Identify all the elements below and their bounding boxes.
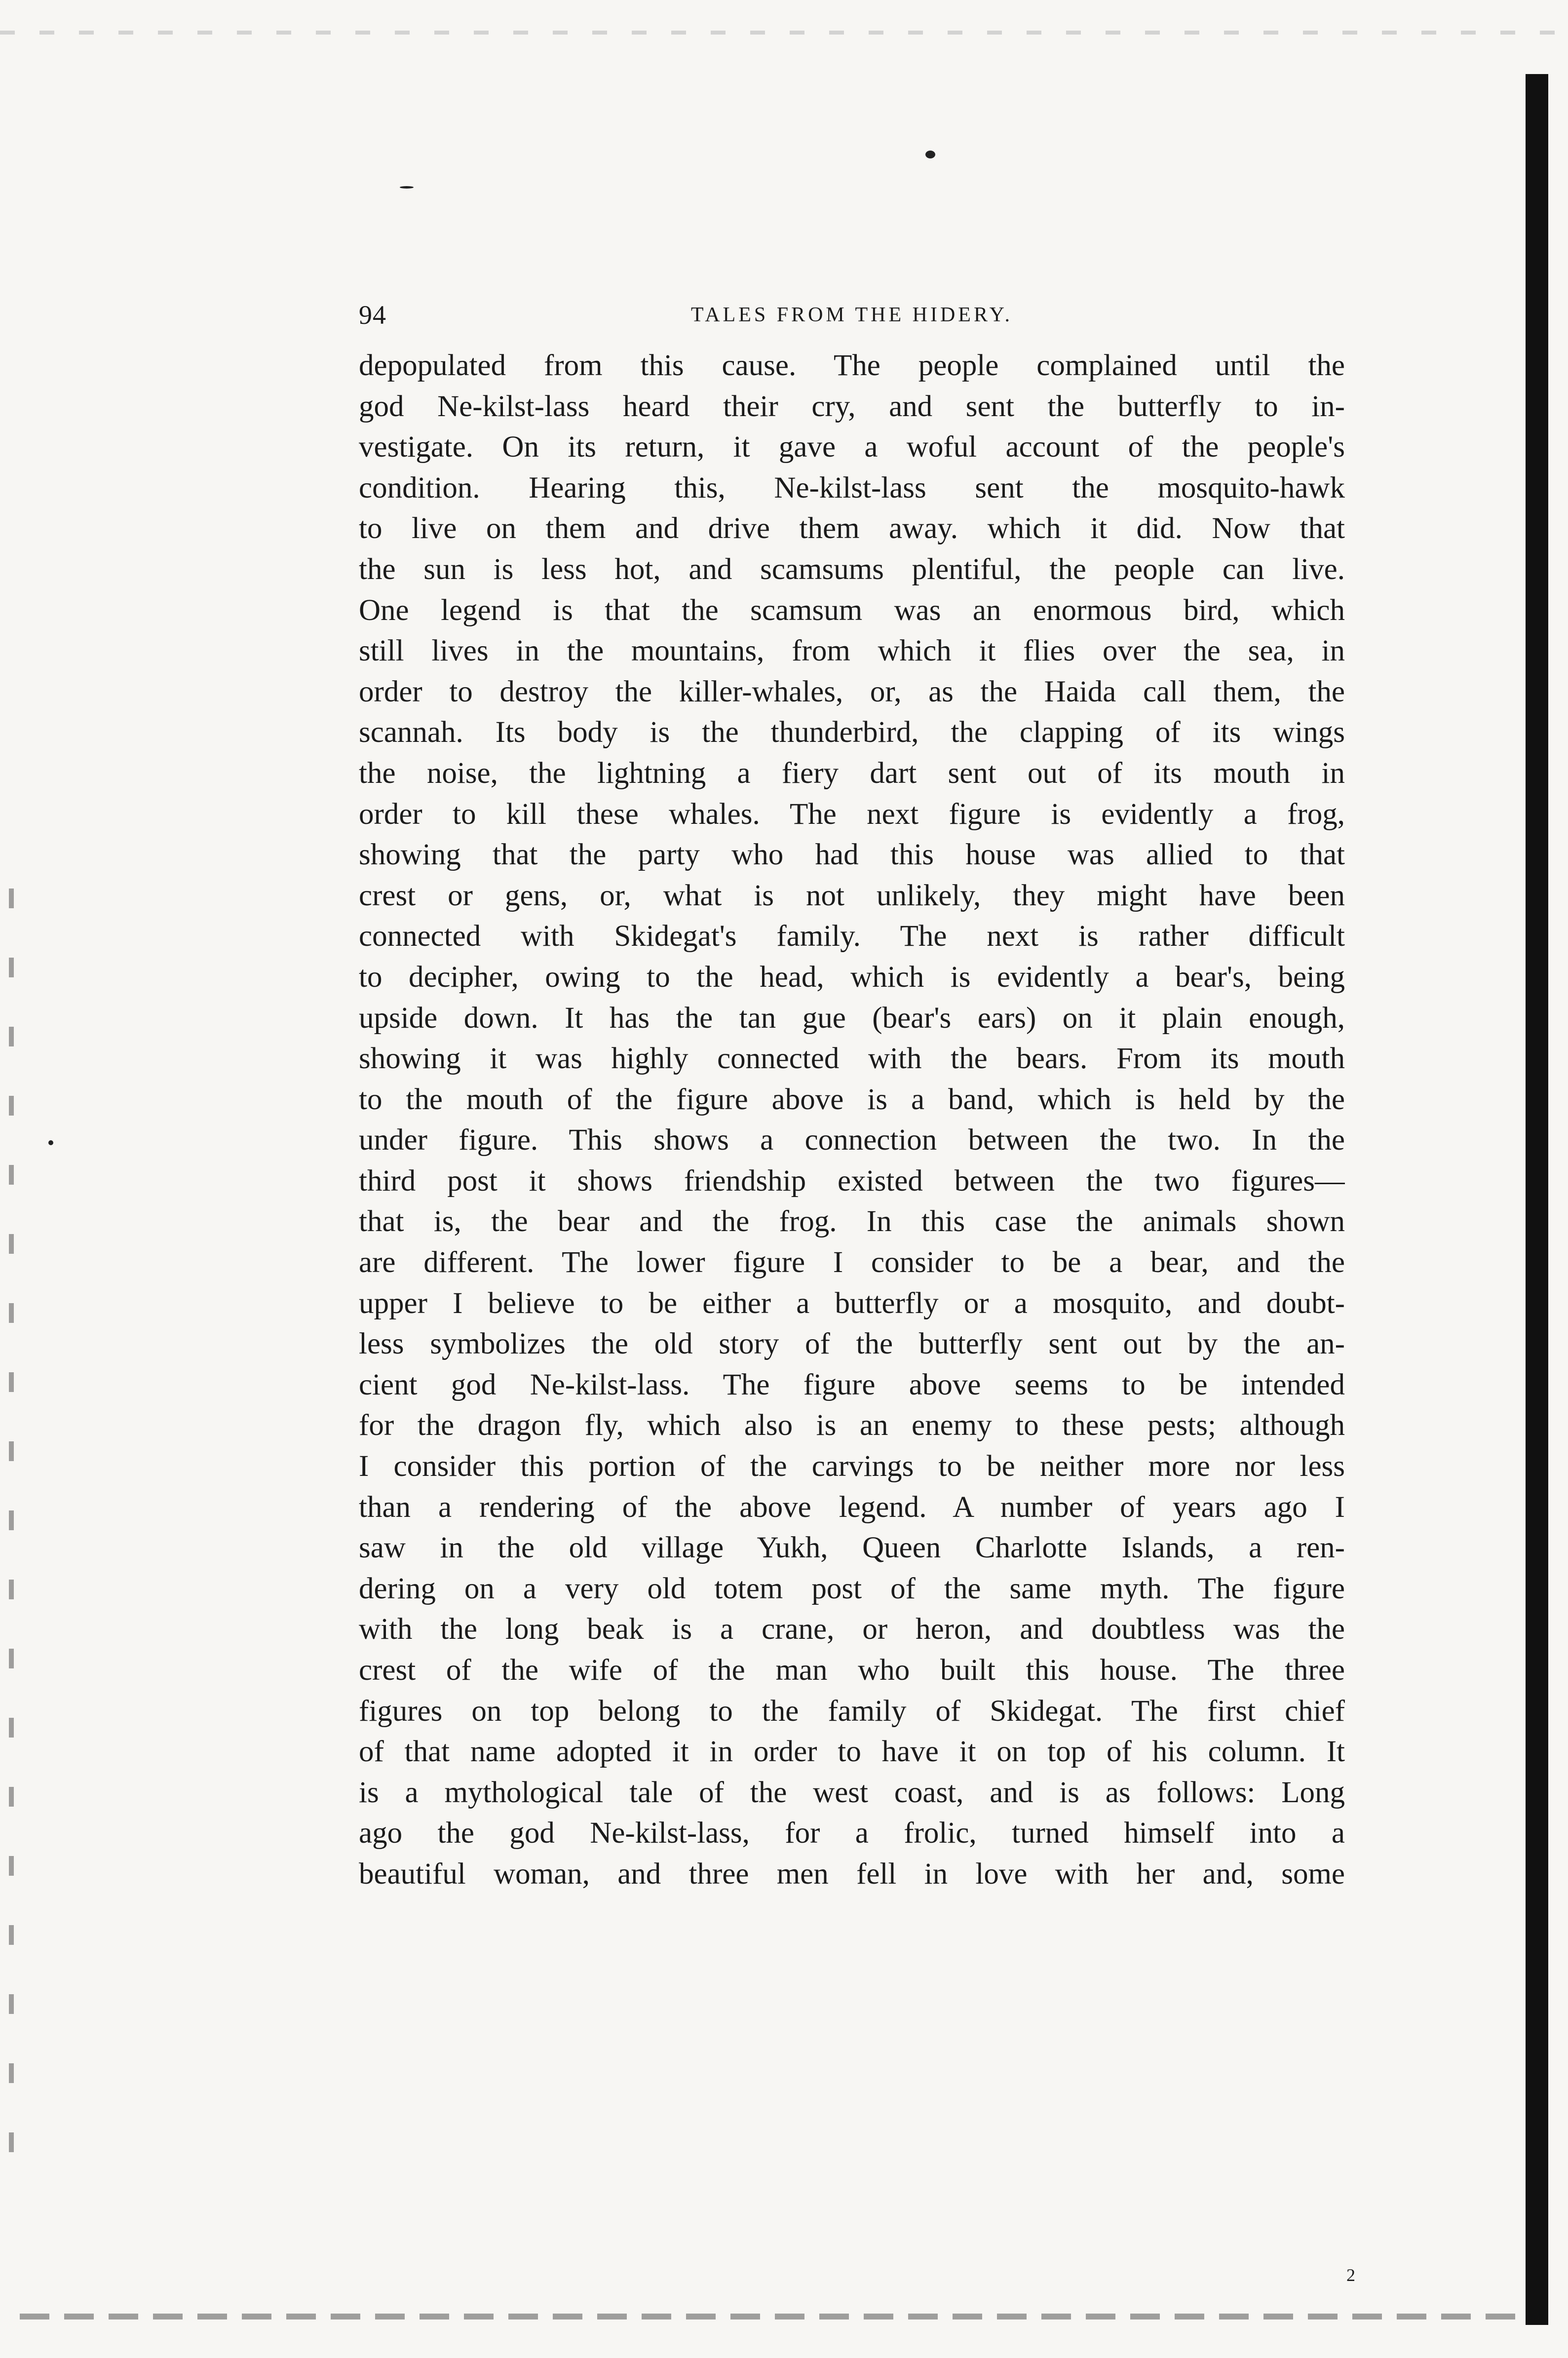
text-line: crest of the wife of the man who built this house. The three — [359, 1654, 1345, 1687]
text-line: cient god Ne-kilst-lass. The figure above seems to be intended — [359, 1368, 1345, 1401]
text-line: of that name adopted it in order to have it on top of his column. It — [359, 1735, 1345, 1769]
text-line: I consider this portion of the carvings to be neither more nor less — [359, 1450, 1345, 1483]
ink-speck — [400, 186, 414, 189]
text-line: order to destroy the killer-whales, or, as the Haida call them, the — [359, 675, 1345, 708]
text-line: scannah. Its body is the thunderbird, the clapping of its wings — [359, 716, 1345, 749]
page-top-edge — [0, 31, 1568, 35]
text-line: figures on top belong to the family of Skidegat. The first chief — [359, 1694, 1345, 1728]
text-line: to the mouth of the figure above is a band, which is held by the — [359, 1082, 1345, 1116]
text-line: for the dragon fly, which also is an enemy to these pests; although — [359, 1409, 1345, 1442]
text-line: depopulated from this cause. The people complained until the — [359, 349, 1345, 382]
body-text — [359, 346, 1345, 1895]
text-line: dering on a very old totem post of the same myth. The figure — [359, 1572, 1345, 1605]
text-line: condition. Hearing this, Ne-kilst-lass sent the mosquito-hawk — [359, 471, 1345, 504]
text-line: third post it shows friendship existed between the two figures— — [359, 1164, 1345, 1198]
text-line: vestigate. On its return, it gave a woful account of the people's — [359, 430, 1345, 464]
text-line: under figure. This shows a connection between the two. In the — [359, 1123, 1345, 1157]
text-line: order to kill these whales. The next figure is evidently a frog, — [359, 797, 1345, 831]
text-line: the noise, the lightning a fiery dart sent out of its mouth in — [359, 756, 1345, 790]
text-line: god Ne-kilst-lass heard their cry, and sent the butterfly to in- — [359, 389, 1345, 423]
page-gutter-shadow — [1526, 74, 1548, 2325]
text-line: still lives in the mountains, from which it flies over the sea, in — [359, 634, 1345, 668]
text-line: upside down. It has the tan gue (bear's ears) on it plain enough, — [359, 1001, 1345, 1035]
text-line: connected with Skidegat's family. The next is rather difficult — [359, 920, 1345, 953]
page-left-edge — [9, 889, 14, 2172]
text-line: less symbolizes the old story of the butterfly sent out by the an- — [359, 1327, 1345, 1361]
text-line: saw in the old village Yukh, Queen Charlotte Islands, a ren- — [359, 1531, 1345, 1565]
text-line: the sun is less hot, and scamsums plentiful, the people can live. — [359, 552, 1345, 586]
text-line: than a rendering of the above legend. A number of years ago I — [359, 1490, 1345, 1524]
page-header — [359, 295, 1345, 335]
text-line: upper I believe to be either a butterfly or a mosquito, and doubt- — [359, 1286, 1345, 1320]
text-line: to decipher, owing to the head, which is evidently a bear's, being — [359, 960, 1345, 994]
text-line: that is, the bear and the frog. In this case the animals shown — [359, 1205, 1345, 1238]
page-number: 94 — [359, 300, 386, 330]
ink-speck — [925, 151, 935, 158]
text-line: showing that the party who had this house was allied to that — [359, 838, 1345, 872]
text-line: to live on them and drive them away. which it did. Now that — [359, 512, 1345, 545]
text-line: beautiful woman, and three men fell in love with her and, some — [359, 1857, 1345, 1891]
text-line: with the long beak is a crane, or heron, and doubtless was the — [359, 1613, 1345, 1646]
text-line: One legend is that the scamsum was an enormous bird, which — [359, 593, 1345, 627]
ink-speck — [48, 1140, 53, 1145]
text-line: showing it was highly connected with the bears. From its mouth — [359, 1042, 1345, 1076]
text-line: ago the god Ne-kilst-lass, for a frolic, turned himself into a — [359, 1817, 1345, 1850]
page-bottom-edge — [20, 2314, 1525, 2319]
text-line: are different. The lower figure I consider to be a bear, and the — [359, 1246, 1345, 1279]
text-line: is a mythological tale of the west coast, and is as follows: Long — [359, 1776, 1345, 1809]
text-line: crest or gens, or, what is not unlikely, they might have been — [359, 879, 1345, 912]
footer-mark: 2 — [1346, 2265, 1355, 2285]
running-head: TALES FROM THE HIDERY. — [690, 304, 1013, 326]
